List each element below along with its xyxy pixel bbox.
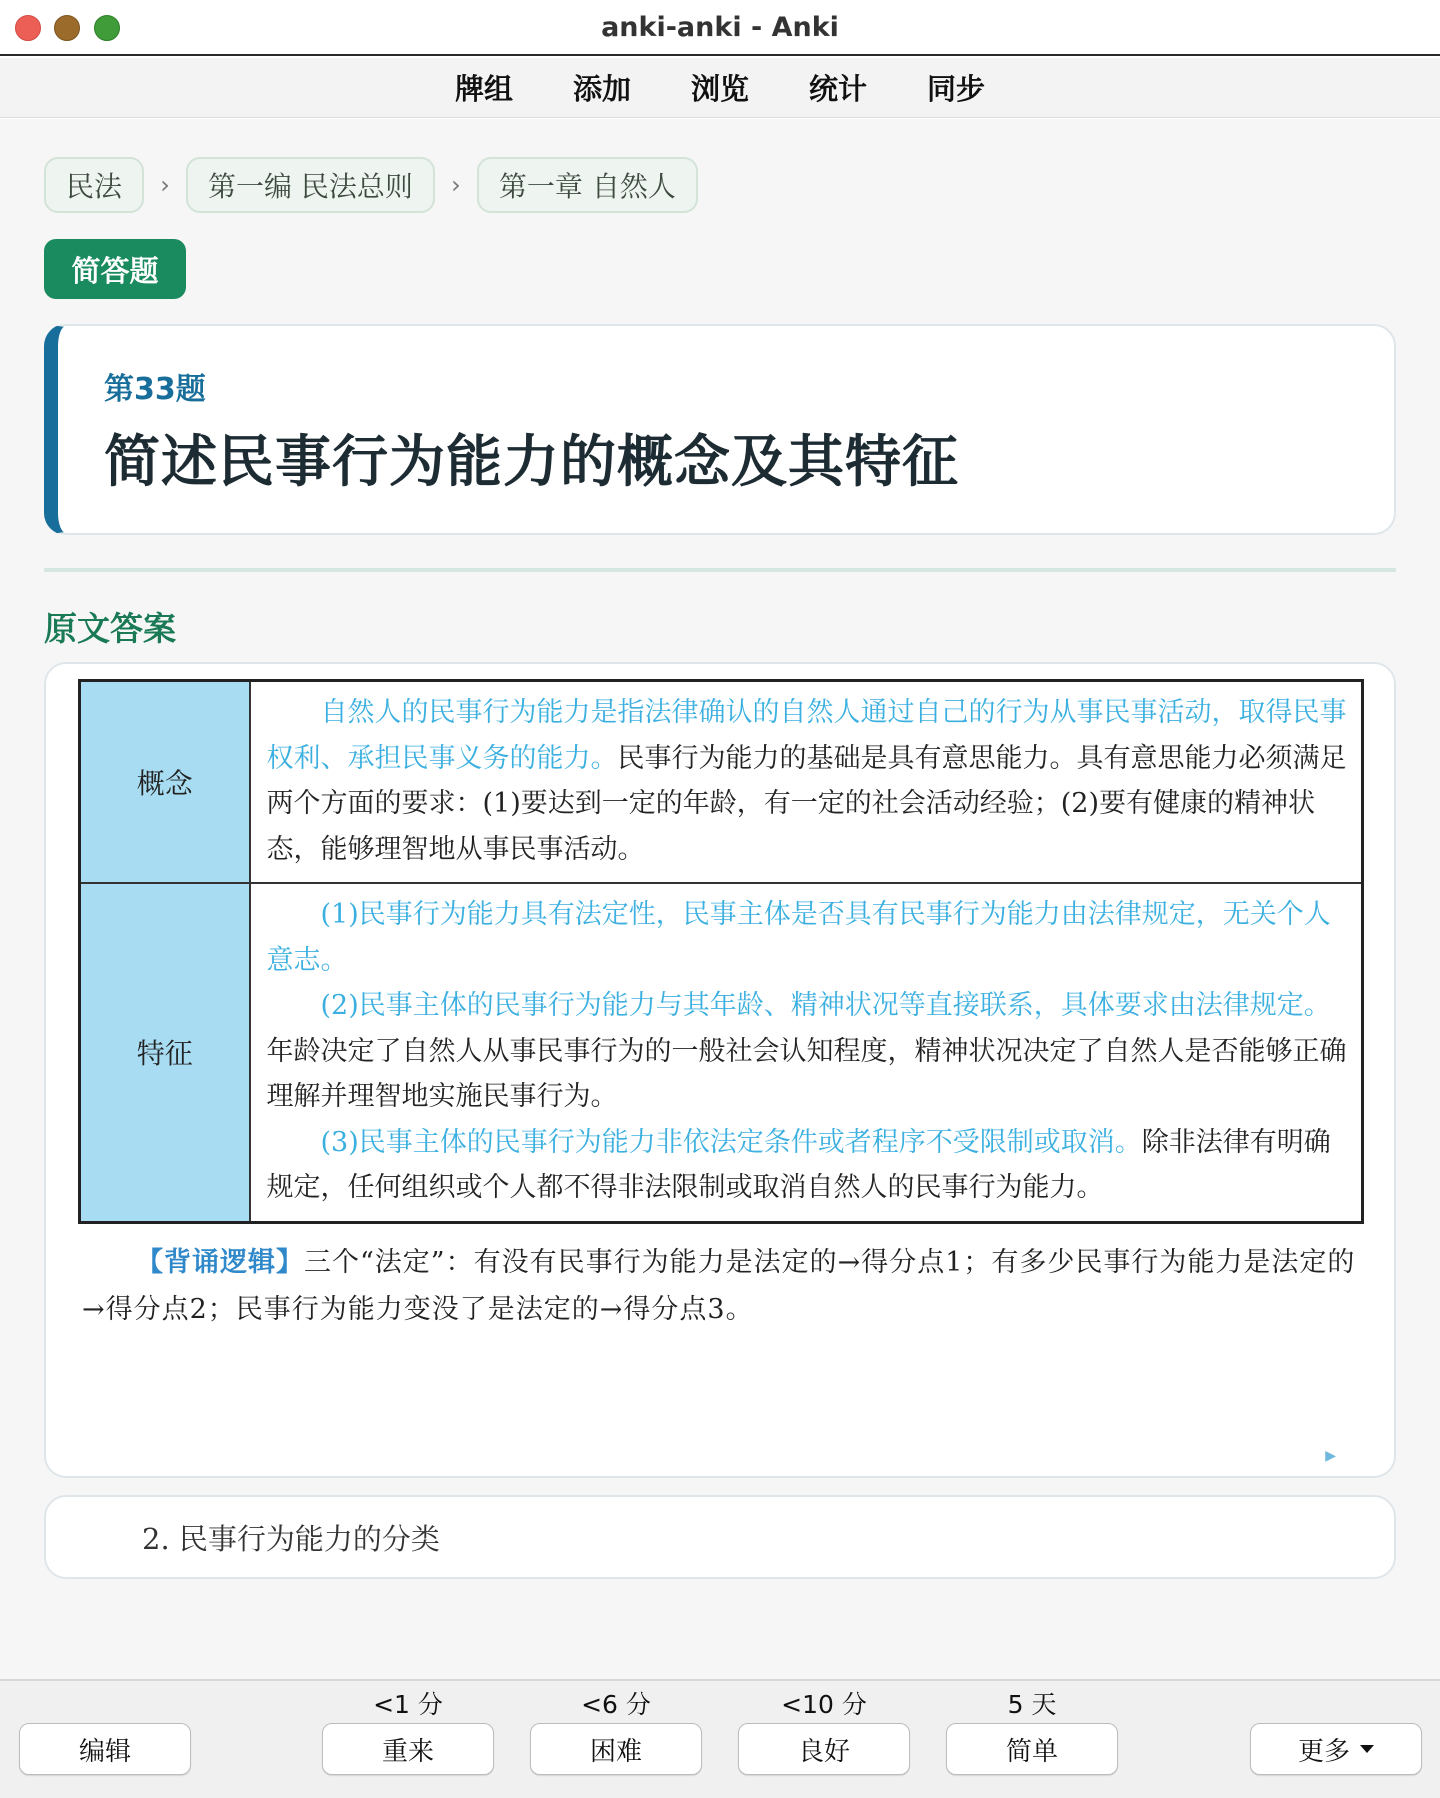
feature-1-highlight: (1)民事行为能力具有法定性，民事主体是否具有民事行为能力由法律规定，无关个人意志。 — [266, 899, 1331, 976]
feature-paragraph-2 — [267, 983, 1348, 1120]
more-button[interactable] — [1250, 1723, 1422, 1775]
main-toolbar — [0, 58, 1440, 118]
feature-3-plain: 除非法律有明确规定，任何组织或个人都不得非法限制或取消自然人的民事行为能力。 — [266, 1126, 1331, 1203]
features-text — [250, 883, 1363, 1222]
interval-easy: 5 天 — [1007, 1690, 1057, 1719]
again-button-label: 重来 — [381, 1736, 434, 1767]
next-item-text: 2. 民事行为能力的分类 — [142, 1522, 440, 1556]
feature-3-highlight: (3)民事主体的民事行为能力非依法定条件或者程序不受限制或取消。 — [320, 1126, 1142, 1158]
interval-good: <10 分 — [781, 1690, 867, 1719]
toolbar-decks[interactable]: 牌组 — [454, 72, 513, 106]
answer-divider — [44, 568, 1396, 572]
answer-table — [78, 679, 1364, 1224]
feature-paragraph-1 — [267, 892, 1348, 983]
concept-paragraph — [267, 690, 1348, 872]
answer-heading: 原文答案 — [44, 609, 176, 648]
reviewer-content — [0, 119, 1440, 1679]
good-button-label: 良好 — [797, 1736, 850, 1767]
more-button-label: 更多 — [1297, 1736, 1350, 1767]
corner-mark-icon: ▶ — [1325, 1448, 1336, 1464]
concept-text — [250, 681, 1363, 884]
interval-again: <1 分 — [373, 1690, 443, 1719]
breadcrumb-item: 民法 — [44, 157, 144, 213]
feature-2-highlight: (2)民事主体的民事行为能力与其年龄、精神状况等直接联系，具体要求由法律规定。 — [320, 990, 1331, 1021]
feature-paragraph-3 — [267, 1120, 1348, 1211]
edit-button-label: 编辑 — [78, 1736, 131, 1767]
breadcrumb — [44, 157, 698, 213]
concept-highlight: 自然人的民事行为能力是指法律确认的自然人通过自己的行为从事民事活动，取得民事权利、承担民事义务的能力。 — [266, 697, 1347, 774]
breadcrumb-item: 第一章 自然人 — [477, 157, 698, 213]
memory-logic — [82, 1239, 1372, 1333]
row-label-features: 特征 — [80, 883, 250, 1222]
feature-2-plain: 年龄决定了自然人从事民事行为的一般社会认知程度，精神状况决定了自然人是否能够正确理解并理智地实施民事行为。 — [266, 1035, 1347, 1112]
window-title: anki-anki - Anki — [601, 12, 839, 43]
toolbar-browse[interactable]: 浏览 — [690, 72, 749, 106]
edit-button[interactable] — [19, 1723, 191, 1775]
question-title: 简述民事行为能力的概念及其特征 — [104, 430, 959, 495]
toolbar-sync[interactable]: 同步 — [927, 72, 986, 106]
hard-button-label: 困难 — [589, 1736, 642, 1767]
window-titlebar — [0, 0, 1440, 56]
easy-button[interactable] — [946, 1723, 1118, 1775]
hard-button[interactable] — [530, 1723, 702, 1775]
again-button[interactable] — [322, 1723, 494, 1775]
answer-bar — [0, 1679, 1440, 1798]
memory-logic-tag: 【背诵逻辑】 — [136, 1247, 304, 1278]
good-button[interactable] — [738, 1723, 910, 1775]
breadcrumb-separator: › — [451, 171, 461, 199]
breadcrumb-separator: › — [160, 171, 170, 199]
memory-logic-text: 三个“法定”：有没有民事行为能力是法定的→得分点1；有多少民事行为能力是法定的→得分点2；民事行为能力变没了是法定的→得分点3。 — [82, 1247, 1356, 1325]
table-row — [80, 681, 1363, 884]
row-label-concept: 概念 — [80, 681, 250, 884]
concept-plain: 民事行为能力的基础是具有意思能力。具有意思能力必须满足两个方面的要求：(1)要达到一定的年龄，有一定的社会活动经验；(2)要有健康的精神状态，能够理智地从事民事活动。 — [266, 742, 1347, 865]
question-type-badge: 简答题 — [44, 239, 186, 299]
interval-hard: <6 分 — [581, 1690, 651, 1719]
table-row — [80, 883, 1363, 1222]
breadcrumb-item: 第一编 民法总则 — [186, 157, 435, 213]
toolbar-stats[interactable]: 统计 — [809, 72, 868, 106]
next-item-card — [44, 1495, 1396, 1579]
question-card — [44, 324, 1396, 535]
toolbar-add[interactable]: 添加 — [572, 72, 631, 106]
chevron-down-icon — [1360, 1745, 1374, 1753]
question-number: 第33题 — [104, 372, 206, 407]
easy-button-label: 简单 — [1005, 1736, 1058, 1767]
answer-card — [44, 662, 1396, 1478]
